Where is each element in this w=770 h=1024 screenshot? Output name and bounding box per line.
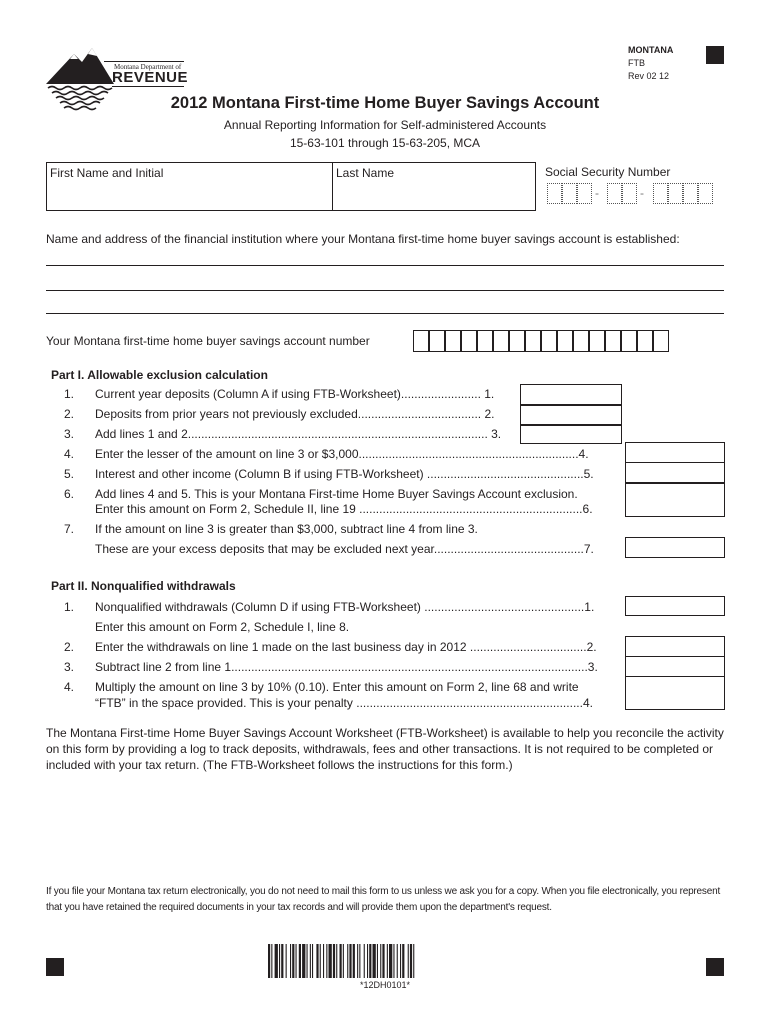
account-digit-box[interactable] — [605, 330, 621, 352]
part2-line4-text2: “FTB” in the space provided. This is your penalty ....................................................................4. — [95, 696, 593, 710]
part2-line1-text2: Enter this amount on Form 2, Schedule I, line 8. — [95, 620, 350, 634]
account-digit-box[interactable] — [477, 330, 493, 352]
part2-line4-text: Multiply the amount on line 3 by 10% (0.10). Enter this amount on Form 2, line 68 and write — [95, 680, 579, 694]
part1-line4-text: Enter the lesser of the amount on line 3 or $3,000..................................................................4. — [95, 447, 589, 461]
part1-line3-text: Add lines 1 and 2.......................................................................................... 3. — [95, 427, 502, 441]
first-name-field[interactable] — [46, 162, 333, 211]
registration-mark-icon — [706, 46, 724, 64]
line-number: 1. — [63, 600, 74, 614]
registration-mark-icon — [706, 958, 724, 976]
institution-line-1[interactable] — [46, 265, 724, 266]
account-digit-box[interactable] — [525, 330, 541, 352]
account-digit-box[interactable] — [429, 330, 445, 352]
subtitle-1: Annual Reporting Information for Self-administered Accounts — [223, 118, 547, 132]
institution-line-2[interactable] — [46, 290, 724, 291]
line-number: 3. — [63, 427, 74, 441]
part1-line7-input[interactable] — [625, 537, 725, 558]
part1-line7-text2: These are your excess deposits that may be excluded next year.............................................7. — [95, 542, 594, 556]
last-name-field[interactable] — [332, 162, 536, 211]
part1-line6-text2: Enter this amount on Form 2, Schedule II, line 19 ...................................................................6. — [95, 502, 593, 516]
account-digit-box[interactable] — [493, 330, 509, 352]
account-number-label: Your Montana first-time home buyer savings account number — [46, 334, 370, 348]
part1-line2-input[interactable] — [520, 404, 622, 426]
account-digit-box[interactable] — [541, 330, 557, 352]
subtitle-2: 15-63-101 through 15-63-205, MCA — [289, 136, 481, 150]
account-digit-box[interactable] — [637, 330, 653, 352]
line-number: 4. — [63, 447, 74, 461]
form-identifier — [628, 44, 673, 83]
last-name-label: Last Name — [336, 166, 395, 180]
account-digit-box[interactable] — [653, 330, 669, 352]
barcode-icon — [268, 944, 500, 978]
efile-note: If you file your Montana tax return electronically, you do not need to mail this form to us unless we ask you for a copy. When you file electronically, you represent that you have retained the required documents in your tax records and will provide them upon the department's request. — [46, 886, 721, 913]
part1-line6-text: Add lines 4 and 5. This is your Montana First-time Home Buyer Savings Account exclusion. — [95, 487, 578, 501]
first-name-label: First Name and Initial — [50, 166, 164, 180]
part2-line1-input[interactable] — [625, 596, 725, 616]
part1-line1-input[interactable] — [520, 384, 622, 406]
part1-line3-input[interactable] — [520, 424, 622, 444]
part2-heading: Part II. Nonqualified withdrawals — [51, 579, 236, 593]
registration-mark-icon — [46, 958, 64, 976]
account-digit-box[interactable] — [589, 330, 605, 352]
part2-line2-text: Enter the withdrawals on line 1 made on the last business day in 2012 ...................................2. — [95, 640, 597, 654]
agency-small-name: Montana Department of — [114, 63, 182, 71]
part2-line1-text: Nonqualified withdrawals (Column D if using FTB-Worksheet) ................................................1. — [95, 600, 595, 614]
line-number: 3. — [63, 660, 74, 674]
account-digit-box[interactable] — [509, 330, 525, 352]
part1-line7-text: If the amount on line 3 is greater than $3,000, subtract line 4 from line 3. — [95, 522, 478, 536]
line-number: 2. — [63, 407, 74, 421]
account-digit-box[interactable] — [573, 330, 589, 352]
account-digit-box[interactable] — [413, 330, 429, 352]
part1-line1-text: Current year deposits (Column A if using FTB-Worksheet)........................ 1. — [95, 387, 495, 401]
part1-line6-input[interactable] — [625, 483, 725, 517]
form-code: FTB — [628, 58, 645, 68]
part1-heading: Part I. Allowable exclusion calculation — [51, 368, 268, 382]
part2-line3-text: Subtract line 2 from line 1...........................................................................................................3. — [95, 660, 598, 674]
line-number: 4. — [63, 680, 74, 694]
line-number: 1. — [63, 387, 74, 401]
ssn-label: Social Security Number — [545, 165, 671, 179]
part2-line4-input[interactable] — [625, 676, 725, 710]
part1-line4-input[interactable] — [625, 442, 725, 463]
part2-line2-input[interactable] — [625, 636, 725, 657]
account-digit-box[interactable] — [621, 330, 637, 352]
account-digit-box[interactable] — [557, 330, 573, 352]
institution-line-3[interactable] — [46, 313, 724, 314]
institution-label: Name and address of the financial institution where your Montana first-time home buyer savings account is established: — [46, 232, 680, 246]
line-number: 2. — [63, 640, 74, 654]
barcode-text: *12DH0101* — [359, 980, 411, 990]
account-digit-box[interactable] — [461, 330, 477, 352]
line-number: 6. — [63, 487, 74, 501]
part1-line5-input[interactable] — [625, 462, 725, 483]
page-title: 2012 Montana First-time Home Buyer Savings Account — [170, 94, 600, 112]
part1-line2-text: Deposits from prior years not previously excluded..................................... 2. — [95, 407, 495, 421]
form-state: MONTANA — [628, 45, 674, 55]
agency-name: REVENUE — [112, 69, 189, 86]
part2-line3-input[interactable] — [625, 656, 725, 677]
line-number: 7. — [63, 522, 74, 536]
account-digit-box[interactable] — [445, 330, 461, 352]
form-revision: Rev 02 12 — [628, 71, 670, 81]
line-number: 5. — [63, 467, 74, 481]
part1-line5-text: Interest and other income (Column B if using FTB-Worksheet) ...............................................5. — [95, 467, 594, 481]
worksheet-note: The Montana First-time Home Buyer Savings Account Worksheet (FTB-Worksheet) is available to help you reconcile the activity on this form by providing a log to track deposits, withdrawals, fees and other transactions. It is not required to be completed or included with your tax return. (The FTB-Worksheet follows the instructions for this form.) — [46, 726, 724, 772]
